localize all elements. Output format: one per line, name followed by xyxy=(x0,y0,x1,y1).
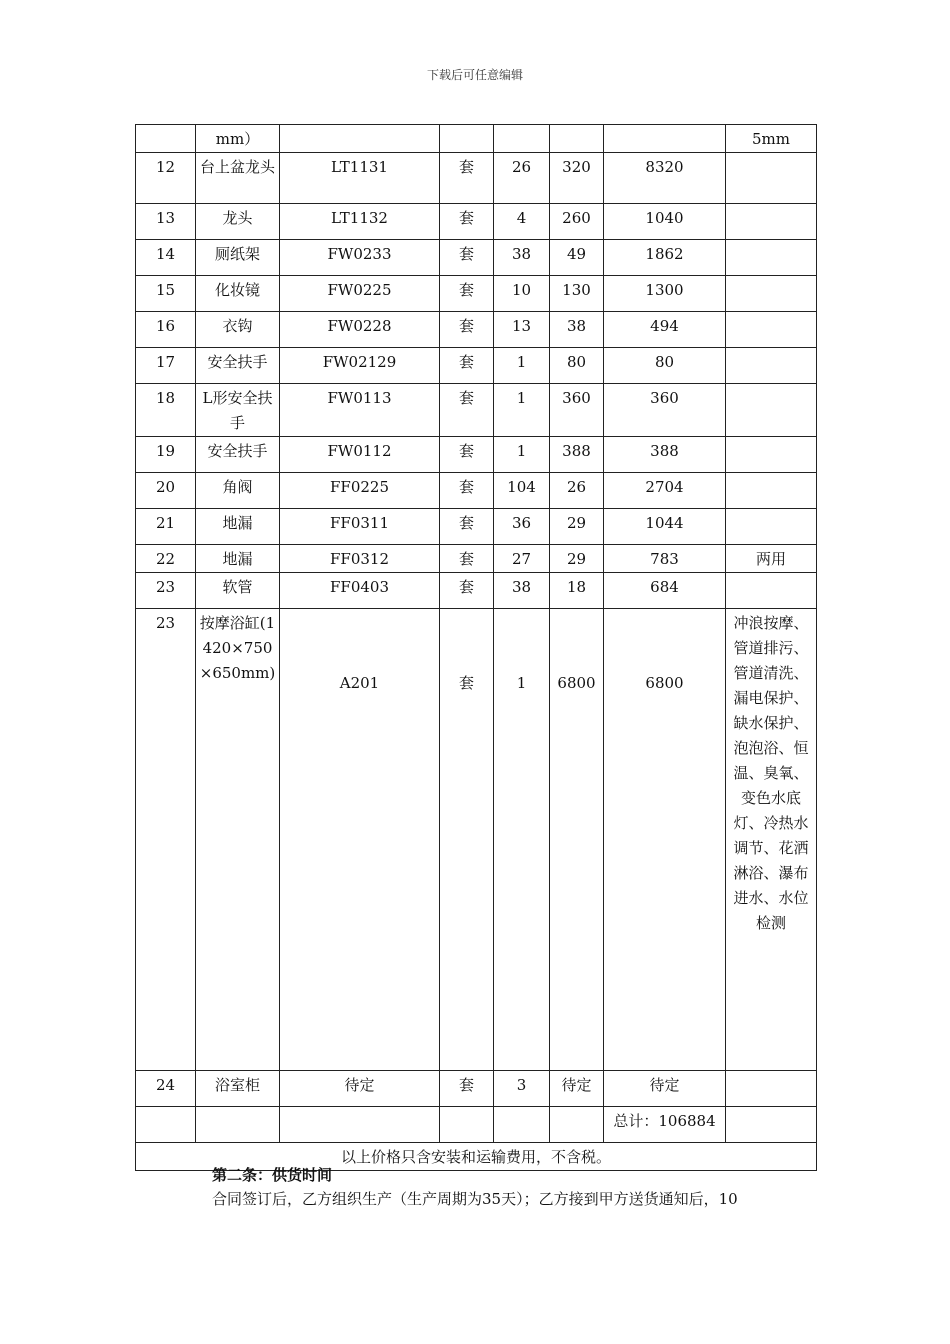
price-table-body xyxy=(136,125,817,1171)
cell-qty: 38 xyxy=(494,240,550,276)
cell-amount: 1300 xyxy=(604,276,726,312)
cell-remark xyxy=(726,509,817,545)
cell-model: FF0225 xyxy=(280,473,440,509)
cell-name: 安全扶手 xyxy=(196,348,280,384)
cell-remark xyxy=(726,1071,817,1107)
cell-empty xyxy=(550,1107,604,1143)
cell-amount: 388 xyxy=(604,437,726,473)
cell-price: 260 xyxy=(550,204,604,240)
cell-model: FW0113 xyxy=(280,384,440,437)
cell-amount: 1862 xyxy=(604,240,726,276)
cell-amount: 6800 xyxy=(604,609,726,1071)
cell-unit xyxy=(440,125,494,153)
cell-name: L形安全扶手 xyxy=(196,384,280,437)
cell-qty: 13 xyxy=(494,312,550,348)
cell-model: FW0233 xyxy=(280,240,440,276)
cell-qty: 27 xyxy=(494,545,550,573)
cell-model: FW0112 xyxy=(280,437,440,473)
cell-name: 角阀 xyxy=(196,473,280,509)
cell-remark xyxy=(726,153,817,204)
cell-name: 安全扶手 xyxy=(196,437,280,473)
cell-price: 320 xyxy=(550,153,604,204)
table-row xyxy=(136,276,817,312)
cell-no: 20 xyxy=(136,473,196,509)
cell-remark xyxy=(726,204,817,240)
cell-price: 29 xyxy=(550,509,604,545)
cell-name: 衣钩 xyxy=(196,312,280,348)
section-paragraph: 合同签订后，乙方组织生产（生产周期为35天）；乙方接到甲方送货通知后，10 xyxy=(212,1190,738,1208)
section-title: 第二条：供货时间 xyxy=(212,1166,333,1184)
cell-no: 15 xyxy=(136,276,196,312)
cell-qty: 1 xyxy=(494,609,550,1071)
cell-model: 待定 xyxy=(280,1071,440,1107)
table-row xyxy=(136,312,817,348)
cell-model: A201 xyxy=(280,609,440,1071)
cell-amount: 待定 xyxy=(604,1071,726,1107)
cell-amount: 684 xyxy=(604,573,726,609)
cell-empty xyxy=(136,1107,196,1143)
cell-price: 38 xyxy=(550,312,604,348)
cell-amount: 8320 xyxy=(604,153,726,204)
cell-model: FW0225 xyxy=(280,276,440,312)
price-note: 以上价格只含安装和运输费用，不含税。 xyxy=(136,1143,817,1171)
cell-remark xyxy=(726,240,817,276)
cell-remark: 冲浪按摩、管道排污、管道清洗、漏电保护、缺水保护、泡泡浴、恒温、臭氧、变色水底灯、冷热水调节、花洒淋浴、瀑布进水、水位检测 xyxy=(726,609,817,1071)
cell-no: 21 xyxy=(136,509,196,545)
cell-remark xyxy=(726,384,817,437)
cell-name: mm） xyxy=(196,125,280,153)
cell-model: LT1132 xyxy=(280,204,440,240)
cell-unit: 套 xyxy=(440,384,494,437)
cell-remark xyxy=(726,276,817,312)
cell-remark: 两用 xyxy=(726,545,817,573)
cell-price: 6800 xyxy=(550,609,604,1071)
cell-name: 厕纸架 xyxy=(196,240,280,276)
cell-model xyxy=(280,125,440,153)
cell-price: 26 xyxy=(550,473,604,509)
cell-no: 19 xyxy=(136,437,196,473)
cell-name: 龙头 xyxy=(196,204,280,240)
cell-model: FW0228 xyxy=(280,312,440,348)
cell-amount: 783 xyxy=(604,545,726,573)
cell-no: 24 xyxy=(136,1071,196,1107)
cell-empty xyxy=(196,1107,280,1143)
price-table xyxy=(135,124,817,1171)
cell-qty: 1 xyxy=(494,437,550,473)
cell-unit: 套 xyxy=(440,437,494,473)
cell-qty: 104 xyxy=(494,473,550,509)
cell-name: 地漏 xyxy=(196,509,280,545)
table-row xyxy=(136,1071,817,1107)
cell-price: 360 xyxy=(550,384,604,437)
cell-price: 49 xyxy=(550,240,604,276)
cell-qty: 1 xyxy=(494,348,550,384)
cell-price: 18 xyxy=(550,573,604,609)
cell-unit: 套 xyxy=(440,509,494,545)
cell-no xyxy=(136,125,196,153)
table-row xyxy=(136,204,817,240)
cell-unit: 套 xyxy=(440,348,494,384)
cell-model: FW02129 xyxy=(280,348,440,384)
cell-remark: 5mm xyxy=(726,125,817,153)
cell-empty xyxy=(726,1107,817,1143)
table-row xyxy=(136,573,817,609)
table-row xyxy=(136,473,817,509)
cell-amount xyxy=(604,125,726,153)
cell-unit: 套 xyxy=(440,276,494,312)
cell-qty: 36 xyxy=(494,509,550,545)
cell-price xyxy=(550,125,604,153)
cell-amount: 494 xyxy=(604,312,726,348)
cell-amount: 1044 xyxy=(604,509,726,545)
cell-price: 29 xyxy=(550,545,604,573)
cell-unit: 套 xyxy=(440,1071,494,1107)
cell-no: 13 xyxy=(136,204,196,240)
cell-no: 14 xyxy=(136,240,196,276)
cell-price: 80 xyxy=(550,348,604,384)
cell-model: FF0312 xyxy=(280,545,440,573)
cell-remark xyxy=(726,573,817,609)
cell-unit: 套 xyxy=(440,545,494,573)
cell-amount: 360 xyxy=(604,384,726,437)
cell-amount: 80 xyxy=(604,348,726,384)
cell-remark xyxy=(726,312,817,348)
cell-no: 18 xyxy=(136,384,196,437)
cell-empty xyxy=(494,1107,550,1143)
page-header: 下载后可任意编辑 xyxy=(426,68,523,82)
cell-remark xyxy=(726,437,817,473)
cell-qty: 38 xyxy=(494,573,550,609)
table-row xyxy=(136,240,817,276)
table-row xyxy=(136,609,817,1071)
cell-no: 17 xyxy=(136,348,196,384)
cell-amount: 1040 xyxy=(604,204,726,240)
cell-unit: 套 xyxy=(440,153,494,204)
cell-unit: 套 xyxy=(440,609,494,1071)
cell-model: LT1131 xyxy=(280,153,440,204)
cell-model: FF0311 xyxy=(280,509,440,545)
cell-qty: 1 xyxy=(494,384,550,437)
total-row xyxy=(136,1107,817,1143)
cell-name: 化妆镜 xyxy=(196,276,280,312)
cell-name: 浴室柜 xyxy=(196,1071,280,1107)
cell-price: 待定 xyxy=(550,1071,604,1107)
cell-no: 22 xyxy=(136,545,196,573)
cell-no: 23 xyxy=(136,609,196,1071)
cell-price: 130 xyxy=(550,276,604,312)
cell-unit: 套 xyxy=(440,473,494,509)
cell-empty xyxy=(280,1107,440,1143)
cell-qty xyxy=(494,125,550,153)
table-row xyxy=(136,437,817,473)
cell-no: 23 xyxy=(136,573,196,609)
cell-amount: 2704 xyxy=(604,473,726,509)
cell-model: FF0403 xyxy=(280,573,440,609)
cell-unit: 套 xyxy=(440,573,494,609)
table-row xyxy=(136,348,817,384)
table-row xyxy=(136,384,817,437)
cell-name: 软管 xyxy=(196,573,280,609)
cell-qty: 4 xyxy=(494,204,550,240)
table-row xyxy=(136,125,817,153)
cell-name: 台上盆龙头 xyxy=(196,153,280,204)
cell-qty: 10 xyxy=(494,276,550,312)
cell-empty xyxy=(440,1107,494,1143)
total-amount: 总计：106884 xyxy=(604,1107,726,1143)
table-row xyxy=(136,545,817,573)
cell-no: 12 xyxy=(136,153,196,204)
table-row xyxy=(136,509,817,545)
cell-name: 地漏 xyxy=(196,545,280,573)
cell-unit: 套 xyxy=(440,240,494,276)
cell-remark xyxy=(726,473,817,509)
cell-price: 388 xyxy=(550,437,604,473)
table-row xyxy=(136,153,817,204)
cell-unit: 套 xyxy=(440,312,494,348)
cell-remark xyxy=(726,348,817,384)
cell-unit: 套 xyxy=(440,204,494,240)
cell-name: 按摩浴缸(1420×750×650mm) xyxy=(196,609,280,1071)
cell-qty: 3 xyxy=(494,1071,550,1107)
cell-no: 16 xyxy=(136,312,196,348)
cell-qty: 26 xyxy=(494,153,550,204)
